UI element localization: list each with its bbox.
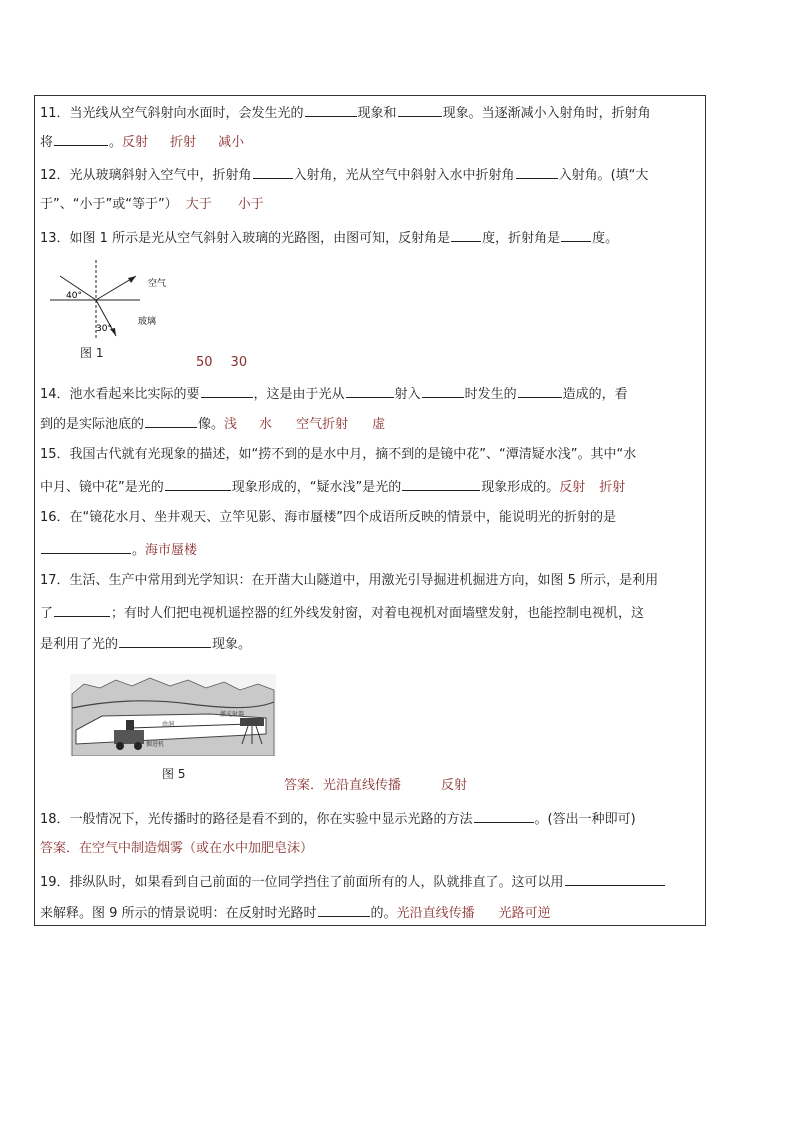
q11-text-c: 现象。当逐渐减小入射角时，折射角 [442,106,651,121]
q13-text-b: 度，折射角是 [482,231,561,246]
glass-label: 玻璃 [138,317,157,327]
machine-operator [126,720,134,730]
angle-bottom-label: 30° [96,324,112,334]
q14-text-a: 14．池水看起来比实际的要 [40,387,200,402]
q19-line1 [40,873,666,891]
q14-text-c: 射入 [394,387,421,402]
blank [398,104,442,117]
q14-line2 [40,415,385,433]
q14-text-b: ，这是由于光从 [253,387,345,402]
answer: 空气折射 [296,417,349,432]
q14-text-d: 时发生的 [464,387,517,402]
q15-text-c: 现象形成的，“疑水浅”是光的 [231,480,402,495]
blank [305,104,357,117]
answer: 30 [230,355,248,370]
machine-label: 掘进机 [146,741,165,748]
blank [561,229,591,242]
q15-text-a: 15．我国古代就有光现象的描述，如“捞不到的是水中月，摘不到的是镜中花”、“潭清疑水浅”。其中“水 [40,447,637,462]
q11-text-a: 11．当光线从空气斜射向水面时，会发生光的 [40,106,304,121]
q17-answers [284,778,467,794]
blank [422,385,464,398]
q12-text-c: 入射角。(填“大 [558,168,649,183]
answer: 折射 [599,480,626,495]
q14-text-g: 像。 [198,417,225,432]
answer: 虚 [372,417,386,432]
q19-text-b: 来解释。图 9 所示的情景说明：在反射时光路时 [40,906,317,921]
q15-text-d: 现象形成的。 [481,480,560,495]
q17-text-d: 是利用了光的 [40,637,119,652]
figure-5-tunnel-image [70,674,276,756]
laser-device [240,718,264,726]
answer: 光沿直线传播 [323,778,402,793]
q18-line2 [40,841,313,857]
blank [346,385,394,398]
laser-label: 激光射器 [220,711,245,718]
q12-text-d: 于”、“小于”或“等于”） [40,197,178,212]
answer: 海市蜃楼 [145,543,198,558]
q15-line1 [40,447,636,463]
q15-text-b: 中月、镜中花”是光的 [40,480,164,495]
answer: 反射 [441,778,468,793]
reflected-arrow [128,276,136,283]
q17-line1 [40,573,658,589]
q17-line2 [40,604,644,622]
blank [318,904,370,917]
answer: 光沿直线传播 [396,906,475,921]
q19-text-c: 的。 [370,906,397,921]
q16-line1 [40,510,616,526]
figure-5-caption: 图 5 [162,767,186,781]
q14-text-f: 到的是实际池底的 [40,417,145,432]
answer: 减小 [218,135,245,150]
blank [253,166,293,179]
q17-text-c: ；有时人们把电视机遥控器的红外线发射窗，对着电视机对面墙壁发射，也能控制电视机，这 [111,606,645,621]
q12-text-a: 12．光从玻璃斜射入空气中，折射角 [40,168,252,183]
blank [119,635,211,648]
blank [145,415,197,428]
q11-line2 [40,133,244,151]
blank [54,604,110,617]
air-label: 空气 [148,279,167,289]
q19-line2 [40,904,551,922]
q13-text-a: 13．如图 1 所示是光从空气斜射入玻璃的光路图，由图可知，反射角是 [40,231,451,246]
figure-1-caption: 图 1 [80,346,104,360]
blank [516,166,558,179]
q11-line1 [40,104,651,122]
answer: 浅 [224,417,238,432]
machine-wheel [116,742,124,750]
q11-text-e: 。 [109,135,123,150]
blank [41,541,131,554]
q16-line2 [40,541,197,559]
blank [518,385,562,398]
blank [402,478,480,491]
answer: 折射 [170,135,197,150]
q13-line1 [40,229,618,247]
q11-text-d: 将 [40,135,54,150]
answer: 小于 [237,197,264,212]
q12-text-b: 入射角，光从空气中斜射入水中折射角 [293,168,515,183]
q17-text-a: 17．生活、生产中常用到光学知识：在开凿大山隧道中，用激光引导掘进机掘进方向，如图 5 所示，是利用 [40,573,659,588]
tunneling-machine [114,730,144,744]
blank [165,478,231,491]
q14-text-e: 造成的，看 [562,387,628,402]
q16-text-a: 16．在“镜花水月、坐井观天、立竿见影、海市蜃楼”四个成语所反映的情景中，能说明光的折射的是 [40,510,617,525]
q18-text-a: 18．一般情况下，光传播时的路径是看不到的，你在实验中显示光路的方法 [40,812,473,827]
q11-text-b: 现象和 [357,106,397,121]
blank [474,810,534,823]
q17-text-b: 了 [40,606,54,621]
q13-answers [196,355,247,371]
q19-text-a: 19．排纵队时，如果看到自己前面的一位同学挡住了前面所有的人，队就排直了。这可以用 [40,875,564,890]
blank [565,873,665,886]
blank [451,229,481,242]
angle-left-label: 40° [66,291,82,301]
answer: 反射 [559,480,586,495]
q12-line1 [40,166,648,184]
q18-text-b: 。(答出一种即可) [534,812,636,827]
q14-line1 [40,385,628,403]
blank [54,133,108,146]
machine-wheel [134,742,142,750]
q17-line3 [40,635,251,653]
q17-text-e: 现象。 [212,637,252,652]
q15-line2 [40,478,625,496]
answer-prefix: 答案． [284,778,324,793]
answer: 50 [196,355,213,370]
answer: 反射 [122,135,149,150]
q12-line2 [40,197,264,213]
q16-text-b: 。 [132,543,146,558]
answer: 水 [259,417,273,432]
q13-text-c: 度。 [592,231,619,246]
blank [201,385,253,398]
answer: 大于 [185,197,212,212]
q18-line1 [40,810,636,828]
answer: 答案．在空气中制造烟雾（或在水中加肥皂沫） [40,841,314,856]
answer: 光路可逆 [498,906,551,921]
figure-1-light-diagram [44,256,184,344]
tunnel-label: 由洞 [162,721,175,728]
